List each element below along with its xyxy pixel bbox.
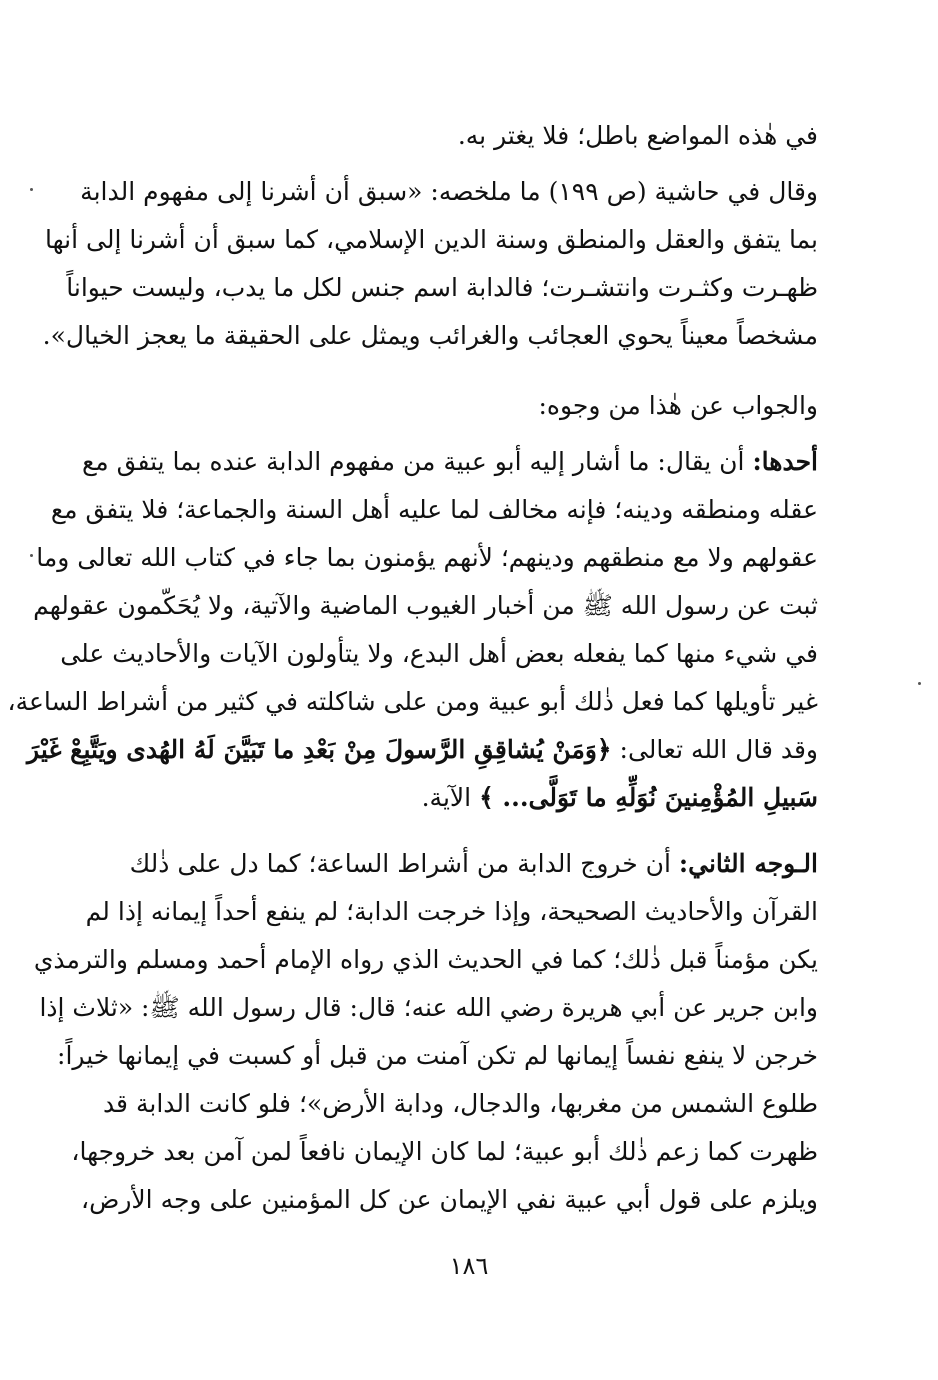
text-line: ظهـرت وكثـرت وانتشـرت؛ فالدابة اسم جنس لكل ما يدب، وليست حيواناً <box>66 273 818 302</box>
text-line: في هٰذه المواضع باطل؛ فلا يغتر به. <box>457 121 818 150</box>
text-line <box>104 774 818 822</box>
paragraph-5-second-aspect <box>33 840 818 1224</box>
text-line: غير تأويلها كما فعل ذٰلك أبو عبية ومن على شاكلته في كثير من أشراط الساعة، <box>7 687 818 716</box>
text-line: ظهرت كما زعم ذٰلك أبو عبية؛ لما كان الإيمان نافعاً لمن آمن بعد خروجها، <box>71 1137 818 1166</box>
text-line <box>104 840 818 888</box>
paragraph-1 <box>104 112 818 160</box>
verse-outro: الآية. <box>421 783 480 812</box>
text-line: طلوع الشمس من مغربها، والدجال، ودابة الأرض»؛ فلو كانت الدابة قد <box>102 1089 818 1118</box>
text-line: في شيء منها كما يفعله بعض أهل البدع، ولا يتأولون الآيات والأحاديث على <box>60 639 818 668</box>
section-heading: الـوجه الثاني: <box>678 849 818 878</box>
text-line: يكن مؤمناً قبل ذٰلك؛ كما في الحديث الذي رواه الإمام أحمد ومسلم والترمذي <box>33 945 818 974</box>
text-line: بما يتفق والعقل والمنطق وسنة الدين الإسلامي، كما سبق أن أشرنا إلى أنها <box>45 225 818 254</box>
text-line: مشخصاً معيناً يحوي العجائب والغرائب ويمثل على الحقيقة ما يعجز الخيال». <box>42 321 818 350</box>
quran-verse-continued: سَبيلِ المُؤْمِنينَ نُوَلِّهِ ما تَوَلَّى... ﴾ <box>479 783 818 812</box>
text-line-content: أن يقال: ما أشار إليه أبو عبية من مفهوم الدابة عنده بما يتفق مع <box>81 447 745 476</box>
text-line: القرآن والأحاديث الصحيحة، وإذا خرجت الدابة؛ لم ينفع أحداً إيمانه إذا لم <box>85 897 818 926</box>
page-number: ١٨٦ <box>449 1252 489 1280</box>
text-line: وابن جرير عن أبي هريرة رضي الله عنه؛ قال: قال رسول الله ﷺ: «ثلاث إذا <box>39 993 818 1022</box>
margin-speck <box>918 682 921 685</box>
text-line: عقله ومنطقه ودينه؛ فإنه مخالف لما عليه أهل السنة والجماعة؛ فلا يتفق مع <box>50 495 818 524</box>
text-line: ويلزم على قول أبي عبية نفي الإيمان عن كل المؤمنين على وجه الأرض، <box>81 1185 818 1214</box>
paragraph-4-first-aspect <box>7 438 818 822</box>
verse-intro: وقد قال الله تعالى: <box>611 735 818 764</box>
text-line: ثبت عن رسول الله ﷺ من أخبار الغيوب الماضية والآتية، ولا يُحَكّمون عقولهم <box>33 591 818 620</box>
text-line: خرجن لا ينفع نفساً إيمانها لم تكن آمنت من قبل أو كسبت في إيمانها خيراً: <box>57 1041 818 1070</box>
paragraph-2 <box>42 168 818 360</box>
margin-speck <box>30 554 33 557</box>
quran-verse: ﴿وَمَنْ يُشاقِقِ الرَّسولَ مِنْ بَعْدِ ما تَبَيَّنَ لَهُ الهُدى ويَتَّبِعْ غَيْرَ <box>27 735 612 764</box>
text-line: عقولهم ولا مع منطقهم ودينهم؛ لأنهم يؤمنون بما جاء في كتاب الله تعالى وما <box>36 543 818 572</box>
text-line-content: أن خروج الدابة من أشراط الساعة؛ كما دل على ذٰلك <box>129 849 671 878</box>
text-line <box>27 726 818 774</box>
margin-speck <box>30 188 33 191</box>
paragraph-3 <box>104 382 818 430</box>
section-heading: أحدها: <box>752 447 818 476</box>
text-line: والجواب عن هٰذا من وجوه: <box>538 391 818 420</box>
text-line: وقال في حاشية (ص ١٩٩) ما ملخصه: «سبق أن أشرنا إلى مفهوم الدابة <box>80 177 818 206</box>
text-line <box>81 438 818 486</box>
